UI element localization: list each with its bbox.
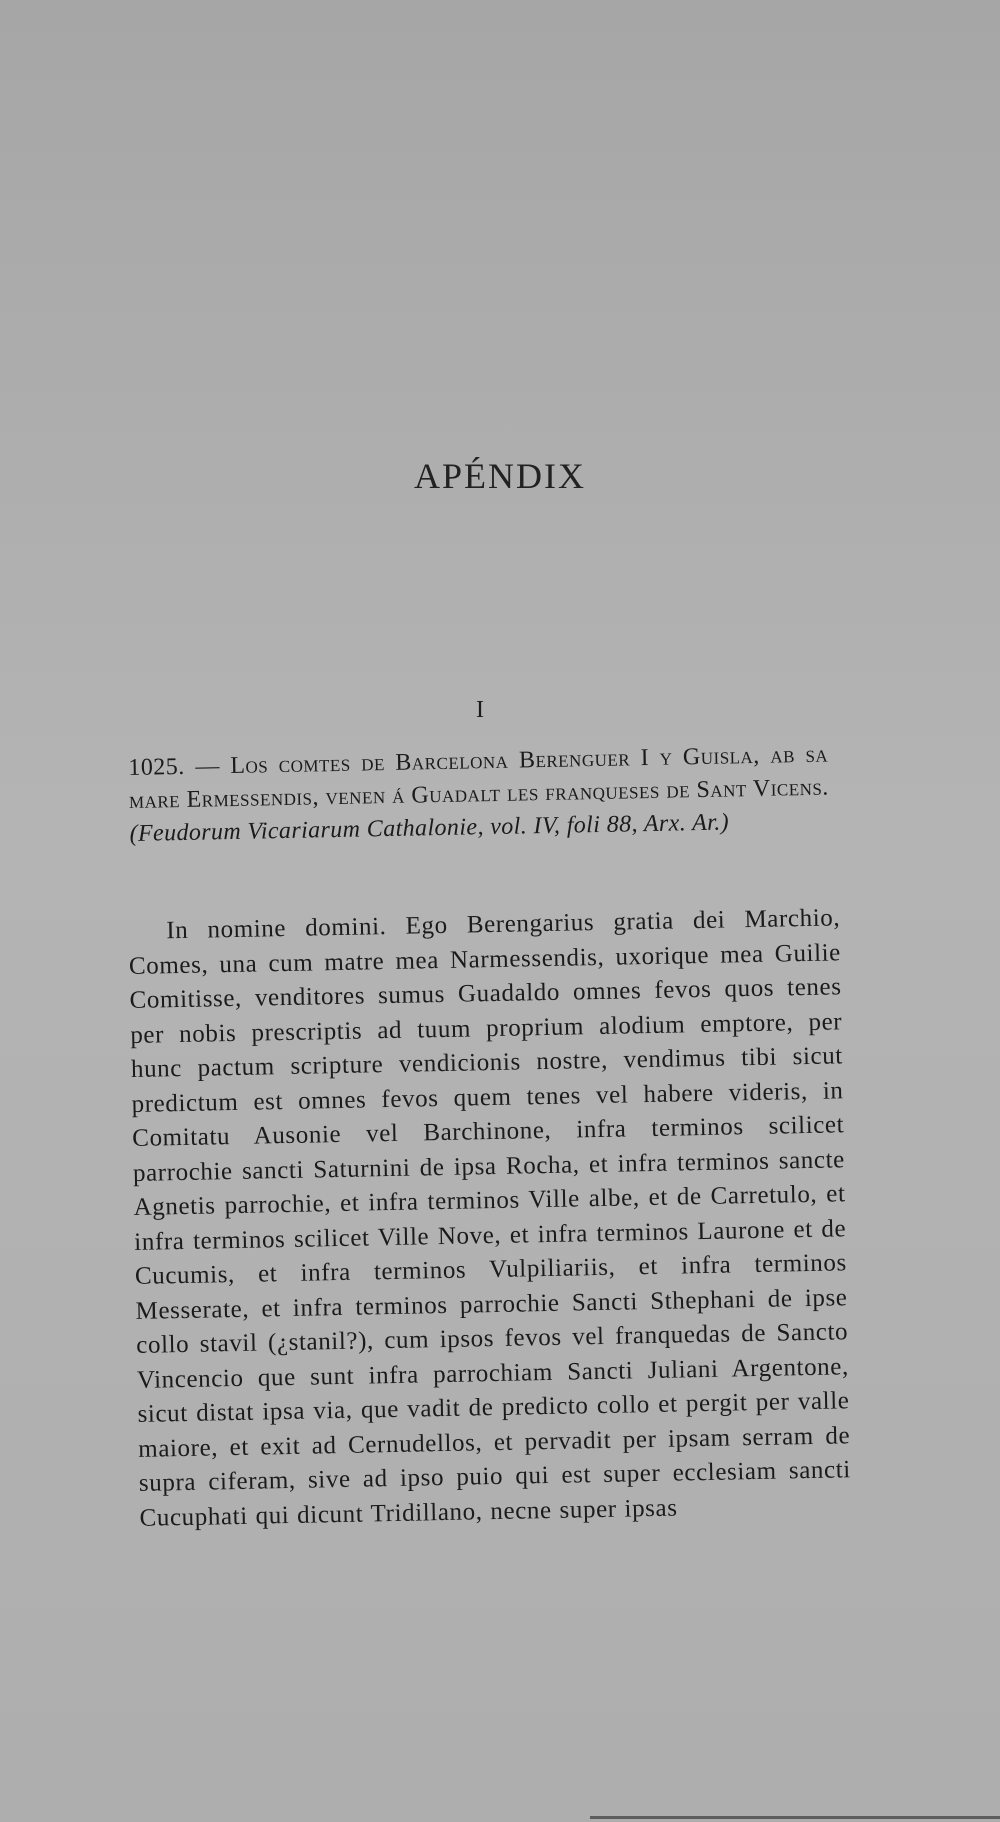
document-title-text: 1025. — Los comtes de Barcelona Berenguer I y Guisla, ab sa mare Ermessendis, venen á Guadalt les franqueses de Sant Vicens. <box>128 741 830 814</box>
document-body: In nomine domini. Ego Berengarius gratia dei Marchio, Comes, una cum matre mea Narmessendis, uxorique mea Guilie Comitisse, venditores sumus Guadaldo omnes fevos quos tenes per nobis prescriptis ad tuum proprium alodium emptore, per hunc pactum scripture vendicionis nostre, vendimus tibi sicut predictum est omnes fevos quem tenes vel habere videris, in Comitatu Ausonie vel Barchinone, infra terminos scilicet parrochie sancti Saturnini de ipsa Rocha, et infra terminos sancte Agnetis parrochie, et infra terminos Ville albe, et de Carretulo, et infra terminos scilicet Ville Nove, et infra terminos Laurone et de Cucumis, et infra terminos Vulpiliariis, et infra terminos Messerate, et infra terminos parrochie Sancti Sthephani de ipse collo stavil (¿stanil?), cum ipsos fevos vel franquedas de Sancto Vincencio que sunt infra parrochiam Sancti Juliani Argentone, sicut distat ipsa via, que vadit de predicto collo et pergit per valle maiore, et exit ad Cernudellos, et pervadit per ipsam serram de supra ciferam, sive ad ipso puio qui est super ecclesiam sancti Cucuphati qui dicunt Tridillano, necne super ipsas <box>128 904 852 1532</box>
section-number: I <box>476 697 484 723</box>
document-reference: (Feudorum Vicariarum Cathalonie, vol. IV, foli 88, Arx. Ar.) <box>129 809 730 847</box>
document-title <box>128 739 830 851</box>
appendix-heading: APÉNDIX <box>414 456 586 496</box>
bottom-rule <box>590 1816 1000 1819</box>
